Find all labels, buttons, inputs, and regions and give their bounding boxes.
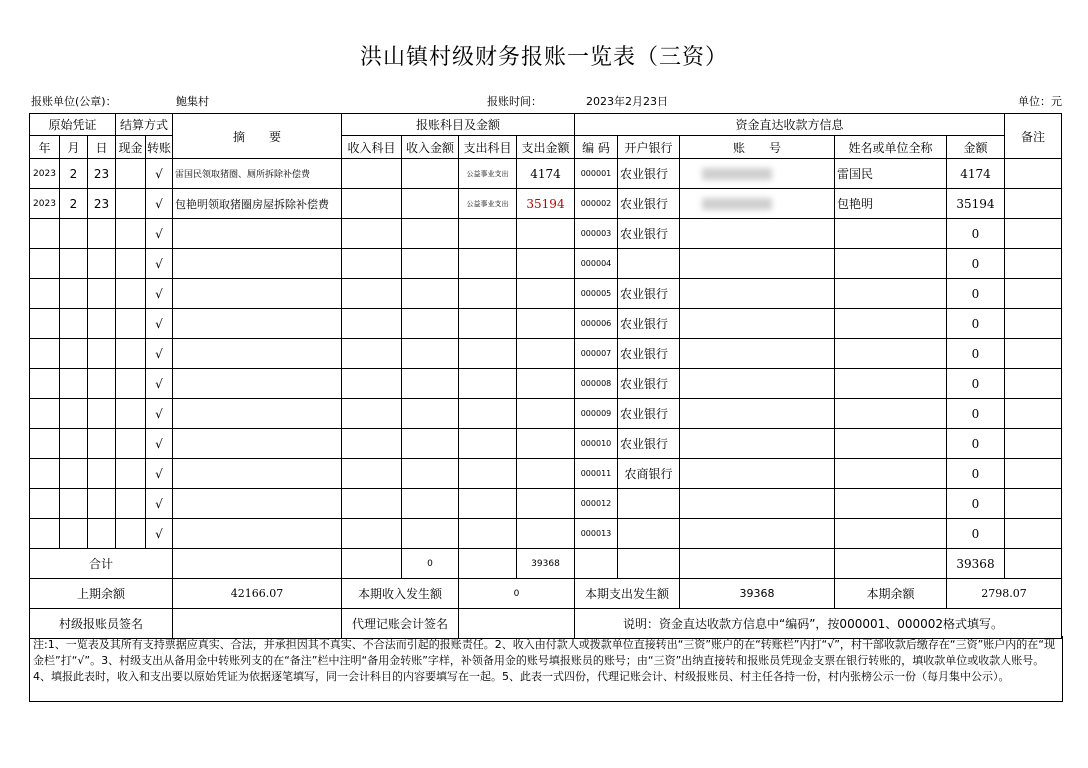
cell-year: [30, 249, 60, 279]
cell-amount: 0: [947, 369, 1005, 399]
cell-expense-amount: 4174: [517, 159, 575, 189]
cell-account: [680, 429, 835, 459]
cell-code: 000009: [575, 399, 618, 429]
cell-payee-name: [835, 519, 947, 549]
header-direct-payee: 资金直达收款方信息: [575, 114, 1005, 136]
signature-row: [30, 609, 1062, 639]
cell-expense-subject: [459, 279, 517, 309]
cell-bank: [618, 249, 680, 279]
cell-expense-subject: 公益事业支出: [459, 159, 517, 189]
cell-remarks: [1005, 399, 1062, 429]
accountant-signature-label: 代理记账会计签名: [342, 609, 459, 639]
cell-expense-subject: [459, 249, 517, 279]
cell-year: [30, 519, 60, 549]
table-row: [30, 159, 1062, 189]
cell-summary: [173, 309, 342, 339]
cell-year: [30, 279, 60, 309]
cell-income-amount: [402, 369, 459, 399]
total-payee: [835, 549, 947, 579]
cell-month: 2: [60, 159, 88, 189]
cell-payee-name: 雷国民: [835, 159, 947, 189]
cell-amount: 0: [947, 249, 1005, 279]
cell-bank: 农业银行: [618, 399, 680, 429]
cell-summary: [173, 219, 342, 249]
cell-summary: [173, 339, 342, 369]
cell-year: 2023: [30, 189, 60, 219]
cell-payee-name: [835, 279, 947, 309]
reporting-unit-value: 鲍集村: [176, 95, 209, 108]
prev-balance-label: 上期余额: [30, 579, 173, 609]
total-remarks: [1005, 549, 1062, 579]
cell-day: [88, 309, 116, 339]
cell-day: [88, 369, 116, 399]
cell-cash: [116, 369, 146, 399]
cell-payee-name: [835, 219, 947, 249]
cell-bank: 农业银行: [618, 189, 680, 219]
cell-month: [60, 459, 88, 489]
header-expense-subject: 支出科目: [459, 136, 517, 159]
cell-income-subject: [342, 309, 402, 339]
cell-bank: [618, 489, 680, 519]
cell-payee-name: [835, 249, 947, 279]
cell-remarks: [1005, 429, 1062, 459]
cell-code: 000008: [575, 369, 618, 399]
cell-remarks: [1005, 489, 1062, 519]
cell-day: [88, 459, 116, 489]
cell-expense-amount: [517, 519, 575, 549]
cell-expense-amount: [517, 249, 575, 279]
cell-income-subject: [342, 399, 402, 429]
cell-transfer-check: √: [146, 159, 173, 189]
cell-income-subject: [342, 189, 402, 219]
cell-income-amount: [402, 459, 459, 489]
header-settle-method: 结算方式: [116, 114, 173, 136]
header-row-1: [30, 114, 1062, 136]
cell-summary: [173, 399, 342, 429]
cell-code: 000005: [575, 279, 618, 309]
cell-expense-amount: [517, 489, 575, 519]
cell-remarks: [1005, 279, 1062, 309]
cell-summary: 雷国民领取猪圈、厕所拆除补偿费: [173, 159, 342, 189]
cell-bank: 农业银行: [618, 369, 680, 399]
cell-year: [30, 309, 60, 339]
table-row: [30, 309, 1062, 339]
total-code: [575, 549, 618, 579]
header-account: 账 号: [680, 136, 835, 159]
table-row: [30, 339, 1062, 369]
cell-account: [680, 489, 835, 519]
cell-income-subject: [342, 159, 402, 189]
cell-cash: [116, 189, 146, 219]
cell-summary: [173, 369, 342, 399]
balance-row: [30, 579, 1062, 609]
cell-expense-subject: [459, 459, 517, 489]
cell-amount: 0: [947, 519, 1005, 549]
cell-account: [680, 249, 835, 279]
cell-code: 000012: [575, 489, 618, 519]
current-balance-label: 本期余额: [835, 579, 947, 609]
cell-summary: [173, 519, 342, 549]
cell-year: 2023: [30, 159, 60, 189]
cell-account: [680, 459, 835, 489]
cell-code: 000011: [575, 459, 618, 489]
table-row: [30, 219, 1062, 249]
total-account: [680, 549, 835, 579]
cell-payee-name: [835, 429, 947, 459]
cell-bank: 农业银行: [618, 339, 680, 369]
cell-expense-subject: [459, 309, 517, 339]
period-income-value: 0: [459, 579, 575, 609]
cell-expense-amount: [517, 369, 575, 399]
cell-expense-amount: [517, 309, 575, 339]
accountant-signature-field: [459, 609, 575, 639]
cell-year: [30, 339, 60, 369]
cell-income-amount: [402, 219, 459, 249]
total-amount: 39368: [947, 549, 1005, 579]
cell-income-subject: [342, 339, 402, 369]
cell-remarks: [1005, 459, 1062, 489]
cell-remarks: [1005, 159, 1062, 189]
cell-amount: 0: [947, 279, 1005, 309]
header-code: 编 码: [575, 136, 618, 159]
cell-account: [680, 309, 835, 339]
total-income-amount: 0: [402, 549, 459, 579]
header-year: 年: [30, 136, 60, 159]
cell-account-redacted: [680, 189, 835, 219]
cell-income-amount: [402, 429, 459, 459]
cell-year: [30, 399, 60, 429]
table-row: [30, 189, 1062, 219]
cell-summary: [173, 459, 342, 489]
header-transfer: 转账: [146, 136, 173, 159]
table-row: [30, 429, 1062, 459]
cell-amount: 0: [947, 489, 1005, 519]
cell-payee-name: [835, 489, 947, 519]
cell-expense-amount: [517, 339, 575, 369]
table-row: [30, 249, 1062, 279]
cell-expense-subject: [459, 399, 517, 429]
cell-income-amount: [402, 279, 459, 309]
cell-cash: [116, 429, 146, 459]
cell-day: 23: [88, 159, 116, 189]
page-title: 洪山镇村级财务报账一览表（三资）: [359, 45, 728, 70]
total-expense-subject: [459, 549, 517, 579]
cell-summary: [173, 279, 342, 309]
cell-amount: 0: [947, 309, 1005, 339]
reporter-signature-field: [173, 609, 342, 639]
cell-bank: [618, 519, 680, 549]
cell-expense-amount: [517, 219, 575, 249]
cell-bank: 农业银行: [618, 219, 680, 249]
cell-remarks: [1005, 249, 1062, 279]
cell-month: [60, 489, 88, 519]
cell-income-amount: [402, 339, 459, 369]
cell-month: [60, 219, 88, 249]
cell-day: [88, 339, 116, 369]
cell-remarks: [1005, 189, 1062, 219]
cell-account: [680, 519, 835, 549]
cell-expense-amount: 35194: [517, 189, 575, 219]
cell-day: [88, 219, 116, 249]
header-orig-voucher: 原始凭证: [30, 114, 116, 136]
reporting-time-value: 2023年2月23日: [586, 95, 668, 108]
total-bank: [618, 549, 680, 579]
cell-year: [30, 459, 60, 489]
cell-remarks: [1005, 339, 1062, 369]
cell-month: [60, 429, 88, 459]
cell-income-subject: [342, 429, 402, 459]
cell-income-amount: [402, 309, 459, 339]
cell-income-subject: [342, 519, 402, 549]
header-payee-name: 姓名或单位全称: [835, 136, 947, 159]
cell-income-amount: [402, 189, 459, 219]
cell-income-subject: [342, 219, 402, 249]
period-income-label: 本期收入发生额: [342, 579, 459, 609]
cell-expense-subject: [459, 219, 517, 249]
cell-account: [680, 339, 835, 369]
cell-cash: [116, 459, 146, 489]
table-row: [30, 489, 1062, 519]
cell-code: 000007: [575, 339, 618, 369]
period-expense-value: 39368: [680, 579, 835, 609]
cell-expense-subject: [459, 339, 517, 369]
cell-bank: 农商银行: [618, 459, 680, 489]
instruction-note: 说明：资金直达收款方信息中“编码”，按000001、000002格式填写。: [575, 609, 1062, 639]
table-row: [30, 519, 1062, 549]
cell-summary: [173, 489, 342, 519]
ledger-table: [29, 113, 1062, 639]
total-summary: [173, 549, 342, 579]
total-income-subject: [342, 549, 402, 579]
cell-payee-name: [835, 459, 947, 489]
cell-transfer-check: √: [146, 189, 173, 219]
cell-account: [680, 219, 835, 249]
cell-cash: [116, 489, 146, 519]
total-label: 合计: [30, 549, 173, 579]
cell-amount: 0: [947, 219, 1005, 249]
cell-code: 000010: [575, 429, 618, 459]
cell-account: [680, 399, 835, 429]
cell-code: 000006: [575, 309, 618, 339]
cell-payee-name: 包艳明: [835, 189, 947, 219]
cell-day: 23: [88, 189, 116, 219]
header-income-amount: 收入金额: [402, 136, 459, 159]
cell-code: 000013: [575, 519, 618, 549]
cell-day: [88, 249, 116, 279]
header-day: 日: [88, 136, 116, 159]
cell-year: [30, 429, 60, 459]
cell-transfer-check: √: [146, 489, 173, 519]
table-row: [30, 399, 1062, 429]
current-balance-value: 2798.07: [947, 579, 1062, 609]
cell-expense-amount: [517, 279, 575, 309]
cell-remarks: [1005, 219, 1062, 249]
cell-day: [88, 279, 116, 309]
cell-summary: 包艳明领取猪圈房屋拆除补偿费: [173, 189, 342, 219]
cell-expense-subject: 公益事业支出: [459, 189, 517, 219]
cell-income-subject: [342, 249, 402, 279]
cell-bank: 农业银行: [618, 279, 680, 309]
cell-income-subject: [342, 279, 402, 309]
reporting-time-label: 报账时间：: [487, 95, 542, 108]
total-row: [30, 549, 1062, 579]
header-bank: 开户银行: [618, 136, 680, 159]
cell-summary: [173, 429, 342, 459]
cell-expense-amount: [517, 429, 575, 459]
cell-year: [30, 489, 60, 519]
cell-day: [88, 429, 116, 459]
cell-expense-subject: [459, 489, 517, 519]
header-month: 月: [60, 136, 88, 159]
header-amount: 金额: [947, 136, 1005, 159]
cell-cash: [116, 339, 146, 369]
cell-day: [88, 399, 116, 429]
reporting-unit-label: 报账单位(公章)：: [31, 95, 117, 108]
cell-account: [680, 279, 835, 309]
cell-month: [60, 519, 88, 549]
cell-transfer-check: √: [146, 519, 173, 549]
header-income-subject: 收入科目: [342, 136, 402, 159]
cell-cash: [116, 279, 146, 309]
cell-amount: 0: [947, 339, 1005, 369]
cell-payee-name: [835, 369, 947, 399]
cell-transfer-check: √: [146, 369, 173, 399]
header-expense-amount: 支出金额: [517, 136, 575, 159]
cell-cash: [116, 309, 146, 339]
cell-income-amount: [402, 399, 459, 429]
cell-amount: 0: [947, 459, 1005, 489]
cell-remarks: [1005, 519, 1062, 549]
cell-year: [30, 369, 60, 399]
cell-amount: 35194: [947, 189, 1005, 219]
prev-balance-value: 42166.07: [173, 579, 342, 609]
cell-code: 000004: [575, 249, 618, 279]
cell-income-subject: [342, 459, 402, 489]
cell-cash: [116, 249, 146, 279]
cell-expense-subject: [459, 369, 517, 399]
cell-summary: [173, 249, 342, 279]
cell-month: [60, 249, 88, 279]
cell-amount: 0: [947, 399, 1005, 429]
header-remarks: 备注: [1005, 114, 1062, 159]
cell-account-redacted: [680, 159, 835, 189]
table-row: [30, 279, 1062, 309]
cell-payee-name: [835, 309, 947, 339]
cell-income-amount: [402, 249, 459, 279]
cell-cash: [116, 519, 146, 549]
cell-income-subject: [342, 369, 402, 399]
cell-year: [30, 219, 60, 249]
cell-transfer-check: √: [146, 339, 173, 369]
cell-day: [88, 519, 116, 549]
cell-transfer-check: √: [146, 459, 173, 489]
cell-income-amount: [402, 519, 459, 549]
cell-payee-name: [835, 339, 947, 369]
cell-code: 000001: [575, 159, 618, 189]
cell-code: 000003: [575, 219, 618, 249]
cell-amount: 0: [947, 429, 1005, 459]
footnote: 注:1、一览表及其所有支持票据应真实、合法，并承担因其不真实、不合法而引起的报账责任。2、收入由付款人或拨款单位直接转出“三资”账户的在“转账栏”内打“√”，村干部收款后缴存在“三资”账户内的在“现金栏”打“√”。3、村级支出从备用金中转账列支的在“备注”栏中注明“备用金转账”字样，补领备用金的账号填报账员的账号；由“三资”出纳直接转和报账员凭现金支票在银行转账的，填收款单位或收款人账号。4、填报此表时，收入和支出要以原始凭证为依据逐笔填写，同一会计科目的内容要填写在一起。5、此表一式四份，代理记账会计、村级报账员、村主任各持一份，村内张榜公示一份（每月集中公示）。: [29, 636, 1063, 702]
cell-bank: 农业银行: [618, 429, 680, 459]
cell-month: [60, 279, 88, 309]
reporter-signature-label: 村级报账员签名: [30, 609, 173, 639]
cell-month: [60, 369, 88, 399]
cell-month: [60, 399, 88, 429]
cell-month: [60, 339, 88, 369]
cell-day: [88, 489, 116, 519]
cell-cash: [116, 219, 146, 249]
cell-income-subject: [342, 489, 402, 519]
cell-expense-amount: [517, 459, 575, 489]
cell-cash: [116, 159, 146, 189]
period-expense-label: 本期支出发生额: [575, 579, 680, 609]
currency-unit: 单位：元: [1018, 95, 1062, 108]
cell-income-amount: [402, 159, 459, 189]
cell-cash: [116, 399, 146, 429]
cell-expense-subject: [459, 429, 517, 459]
cell-expense-amount: [517, 399, 575, 429]
header-subject-amount: 报账科目及金额: [342, 114, 575, 136]
cell-expense-subject: [459, 519, 517, 549]
cell-payee-name: [835, 399, 947, 429]
cell-bank: 农业银行: [618, 159, 680, 189]
table-row: [30, 459, 1062, 489]
cell-remarks: [1005, 369, 1062, 399]
cell-transfer-check: √: [146, 309, 173, 339]
cell-bank: 农业银行: [618, 309, 680, 339]
cell-code: 000002: [575, 189, 618, 219]
cell-remarks: [1005, 309, 1062, 339]
cell-account: [680, 369, 835, 399]
cell-transfer-check: √: [146, 279, 173, 309]
cell-month: [60, 309, 88, 339]
cell-income-amount: [402, 489, 459, 519]
cell-transfer-check: √: [146, 399, 173, 429]
total-expense-amount: 39368: [517, 549, 575, 579]
table-row: [30, 369, 1062, 399]
header-cash: 现金: [116, 136, 146, 159]
cell-transfer-check: √: [146, 249, 173, 279]
cell-transfer-check: √: [146, 219, 173, 249]
cell-transfer-check: √: [146, 429, 173, 459]
cell-month: 2: [60, 189, 88, 219]
cell-amount: 4174: [947, 159, 1005, 189]
header-summary: 摘 要: [173, 114, 342, 159]
